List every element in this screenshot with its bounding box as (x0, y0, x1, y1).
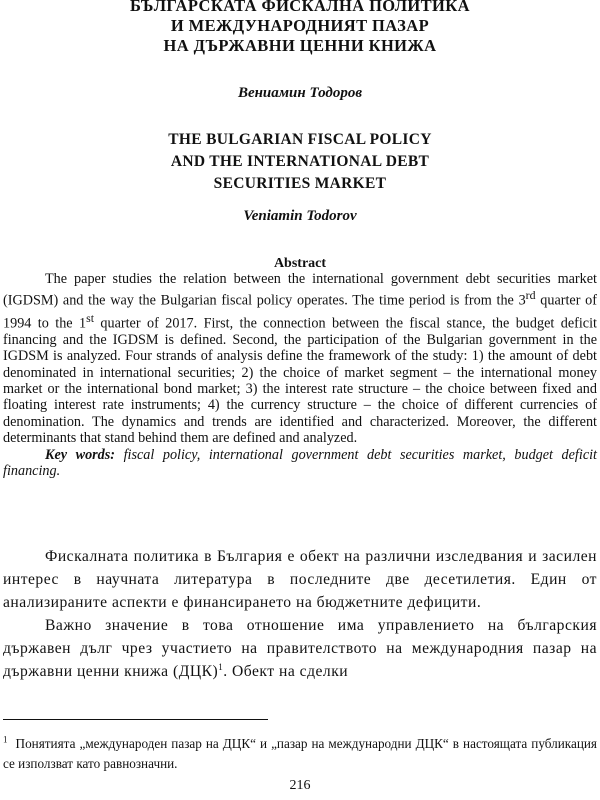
title-bg-line-2: И МЕЖДУНАРОДНИЯТ ПАЗАР (170, 16, 430, 35)
keywords-label: Key words: (45, 446, 116, 463)
abstract-body (3, 271, 597, 479)
ordinal-superscript: rd (525, 288, 536, 303)
ordinal-superscript: st (86, 310, 94, 325)
keywords-text: fiscal policy, international government debt securities market, budget deficit financing. (3, 446, 597, 479)
body-paragraph-1: Фискалната политика в България е обект на различни изследвания и засилен интерес в научната литература в последните две десетилетия. Един от анализираните аспекти е финансирането на бюджетните дефицити. (3, 548, 597, 611)
keywords (3, 447, 597, 480)
title-bg-line-3: НА ДЪРЖАВНИ ЦЕННИ КНИЖА (163, 36, 437, 55)
author-english: Veniamin Todorov (243, 208, 357, 224)
title-bulgarian (0, 0, 600, 56)
title-bg-line-1: БЪЛГАРСКАТА ФИСКАЛНА ПОЛИТИКА (130, 0, 470, 15)
author-bulgarian: Вениамин Тодоров (237, 85, 363, 101)
abstract-paragraph: The paper studies the relation between the international government debt securities market (IGDSM) and the way the Bulgarian fiscal policy operates. The time period is from the 3rd quarter of 1994 to the 1st quarter of 2017. First, the connection between the fiscal stance, the budget deficit financing and the IGDSM is defined. Second, the participation of the Bulgarian government in the IGDSM is analyzed. Four strands of analysis define the framework of the study: 1) the amount of debt denominated in international securities; 2) the choice of market segment – the international money market or the international bond market; 3) the interest rate structure – the choice between fixed and floating interest rate instruments; 4) the currency structure – the choice of different currencies of denomination. The dynamics and trends are identified and characterized. Moreover, the different determinants that stand behind them are defined and analyzed. (3, 271, 597, 447)
main-text (3, 545, 597, 683)
title-en-line-2: AND THE INTERNATIONAL DEBT (170, 153, 430, 170)
footnote (3, 734, 597, 774)
title-en-line-3: SECURITIES MARKET (213, 175, 387, 192)
abstract-heading: Abstract (273, 256, 327, 271)
footnote-text: $^1$ Понятията „международен пазар на ДЦК“ и „пазар на международни ДЦК“ в настоящата публикация се използват като равнозначни. (3, 734, 597, 771)
page-number: 216 (289, 778, 311, 793)
title-en-line-1: THE BULGARIAN FISCAL POLICY (168, 131, 432, 148)
footnote-separator (3, 719, 268, 720)
footnote-marker: 1 (3, 734, 8, 745)
footnote-reference[interactable]: 1 (218, 661, 224, 672)
body-paragraph-2: Важно значение в това отношение има управлението на българския държавен дълг чрез участието на правителството на международния пазар на държавни ценни книжа (ДЦК)$^1$. Обект на сделки (3, 617, 597, 680)
title-english (0, 129, 600, 195)
